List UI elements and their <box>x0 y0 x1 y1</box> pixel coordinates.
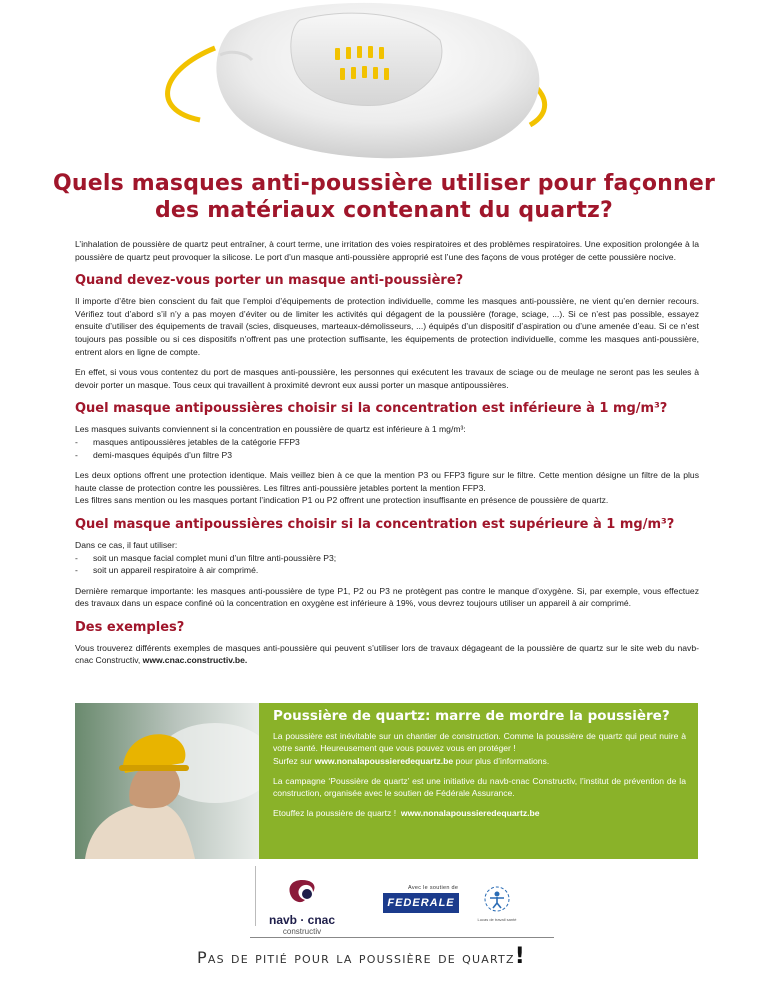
dust-mask-image <box>0 0 768 165</box>
article-body <box>75 238 699 675</box>
section3-list <box>75 552 699 577</box>
campaign-paragraph-1: La poussière est inévitable sur un chantier de construction. Comme la poussière de quartz qui peut nuire à votre santé. Heureusement que vous pouvez vous en protéger ! <box>273 731 686 754</box>
section4-paragraph <box>75 642 699 667</box>
campaign-p4-prefix: Etouffez la poussière de quartz ! <box>273 808 397 819</box>
federale-logo: FEDERALE <box>383 893 459 913</box>
footer-separator <box>255 866 256 926</box>
cwt-logo <box>472 886 522 926</box>
campaign-heading: Poussière de quartz: marre de mordre la poussière? <box>273 708 670 724</box>
campaign-p2-suffix: pour plus d’informations. <box>455 755 550 766</box>
section1-paragraph-1: Il importe d’être bien conscient du fait que l’emploi d’équipements de protection individuelle, comme les masques anti-poussière, ne vient qu’en dernier recours. Vérifiez tout d’abord s’il n’y a pas moyen d’éviter ou de limiter les activités qui dégagent de la poussière (forage, sciage, ...). Si ce n’est pas possible, essayez ensuite d’utiliser des équipements de travail (scies, disqueuses, marteaux-démolisseurs, ...) équipés d’un dispositif d’aspiration ou d’une amenée d’eau. Si ce n’est toujours pas possible ou si ces dispositifs n’offrent pas une protection suffisante, les équipements de protection individuelle, comme les masques anti-poussière, entrent alors en ligne de compte. <box>75 296 699 357</box>
campaign-paragraph-4 <box>273 807 686 819</box>
section4-text: Vous trouverez différents exemples de masques anti-poussière qui peuvent s’utiliser lors de travaux dégageant de la poussière de quartz sur le site web du navb-cnac Constructiv, <box>75 642 699 666</box>
list-item: - masques antipoussières jetables de la catégorie FFP3 <box>75 436 699 449</box>
sponsor-label: Avec le soutien de <box>408 885 459 891</box>
section2-paragraph-2: Les filtres sans mention ou les masques portant l’indication P1 ou P2 offrent une protection insuffisante en présence de poussière de quartz. <box>75 495 609 506</box>
slogan-text: Pas de pitié pour la poussière de quartz <box>197 948 515 967</box>
section3-paragraph-1: Dernière remarque importante: les masques anti-poussière de type P1, P2 ou P3 ne protègent pas contre le manque d’oxygène. Si, par exemple, vous effectuez des travaux dans un espace confiné où la concentration en oxygène est inférieure à 19%, vous devrez toujours utiliser un appareil à air comprimé. <box>75 585 699 609</box>
campaign-p2-prefix: Surfez sur <box>273 755 313 766</box>
navb-cnac-logo <box>262 878 342 938</box>
section2-heading: Quel masque antipoussières choisir si la concentration est inférieure à 1 mg/m³? <box>75 401 668 417</box>
title-line-1: Quels masques anti-poussière utiliser pour façonner <box>52 171 716 196</box>
section1-paragraph-2: En effet, si vous vous contentez du port de masques anti-poussière, les personnes qui exécutent les travaux de sciage ou de meulage ne seront pas les seules à devoir porter un masque. Tous ceux qui travaillent à proximité devront eux aussi porter un masque antipoussières. <box>75 367 699 390</box>
intro-paragraph: L’inhalation de poussière de quartz peut entraîner, à court terme, une irritation des voies respiratoires et des problèmes respiratoires. Une exposition prolongée à la poussière de quartz peut provoquer la silicose. Le port d’un masque anti-poussière approprié est l’une des façons de vous protéger de cette poussière nocive. <box>75 239 699 262</box>
navb-sub: constructiv <box>282 927 322 936</box>
footer-slogan <box>197 944 526 969</box>
list-item: - soit un appareil respiratoire à air comprimé. <box>75 564 699 577</box>
section2-list <box>75 436 699 461</box>
footer-divider <box>250 937 554 938</box>
title-line-2: des matériaux contenant du quartz? <box>154 198 614 223</box>
section1-heading: Quand devez-vous porter un masque anti-poussière? <box>75 273 464 289</box>
campaign-paragraph-3: La campagne ‘Poussière de quartz’ est une initiative du navb-cnac Constructiv, l’institut de prévention de la construction, organisée avec le soutien de Fédérale Assurance. <box>273 775 686 799</box>
campaign-text <box>259 703 698 859</box>
section2-intro: Les masques suivants conviennent si la concentration en poussière de quartz est inférieure à 1 mg/m³: <box>75 424 466 435</box>
page-title <box>0 170 768 224</box>
navb-emblem-icon <box>285 878 319 908</box>
list-item: - soit un masque facial complet muni d’un filtre anti-poussière P3; <box>75 552 699 565</box>
cwt-caption: Lucas de travail santé <box>477 917 517 922</box>
campaign-paragraph-2 <box>273 755 686 767</box>
worker-photo <box>75 703 259 859</box>
cwt-person-icon <box>484 886 510 912</box>
section3-heading: Quel masque antipoussières choisir si la concentration est supérieure à 1 mg/m³? <box>75 516 675 532</box>
campaign-link-2[interactable]: www.nonalapoussieredequartz.be <box>400 808 540 819</box>
section2-paragraph-1: Les deux options offrent une protection identique. Mais veillez bien à ce que la mention P3 ou FFP3 figure sur le filtre. Cette mention désigne un filtre de la plus haute classe de protection contre les poussières. Les filtres anti-poussière jetables portent la mention FFP3. <box>75 470 699 493</box>
section4-heading: Des exemples? <box>75 619 185 635</box>
slogan-exclamation: ! <box>514 944 526 969</box>
campaign-link-1[interactable]: www.nonalapoussieredequartz.be <box>314 755 454 766</box>
section3-intro: Dans ce cas, il faut utiliser: <box>75 539 178 550</box>
navb-name: navb · cnac <box>268 913 336 927</box>
list-item: - demi-masques équipés d’un filtre P3 <box>75 449 699 462</box>
campaign-banner <box>75 703 698 859</box>
cnac-link[interactable]: www.cnac.constructiv.be. <box>142 655 248 666</box>
